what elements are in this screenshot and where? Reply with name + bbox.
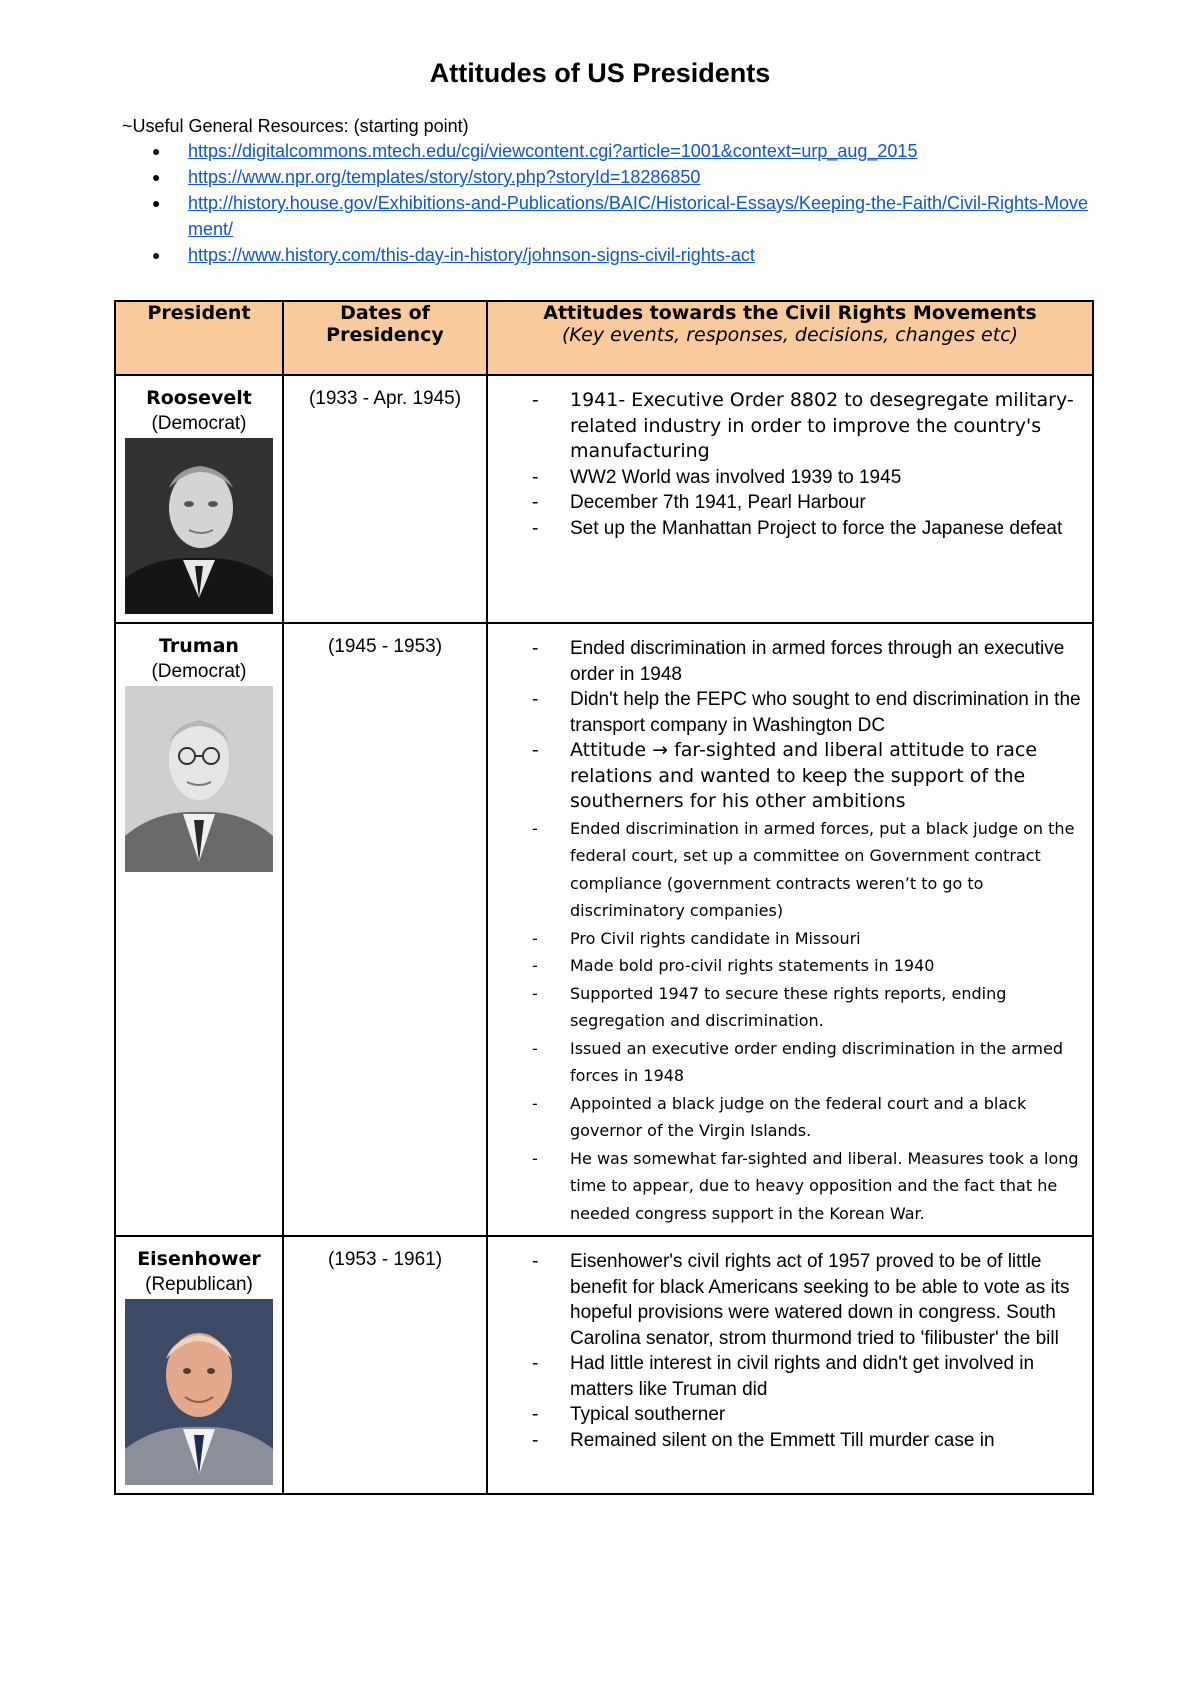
bullet-icon: ●	[152, 169, 161, 185]
list-item: - Made bold pro-civil rights statements in 1940	[488, 952, 1082, 980]
president-portrait-eisenhower	[125, 1299, 273, 1485]
list-item: - Remained silent on the Emmett Till murder case in	[488, 1428, 1082, 1454]
resource-link[interactable]: https://www.history.com/this-day-in-history/johnson-signs-civil-rights-act	[188, 245, 755, 265]
president-name: Roosevelt	[146, 387, 252, 409]
attitudes-list	[488, 1249, 1082, 1453]
resource-item	[122, 164, 1102, 190]
attitudes-list	[488, 636, 1082, 1227]
president-cell	[115, 1236, 283, 1494]
president-portrait-roosevelt	[125, 438, 273, 614]
president-party: (Democrat)	[151, 413, 247, 434]
resources-list	[122, 138, 1102, 268]
attitudes-cell	[487, 1236, 1093, 1494]
list-item: - December 7th 1941, Pearl Harbour	[488, 490, 1082, 516]
list-item: - Eisenhower's civil rights act of 1957 proved to be of little benefit for black Americans seeking to be able to vote as its hopeful provisions were watered down in congress. South Carolina senator, strom thurmond tried to 'filibuster' the bill	[488, 1249, 1082, 1351]
list-item: - 1941- Executive Order 8802 to desegregate military-related industry in order to improve the country's manufacturing	[488, 388, 1082, 465]
list-item: - WW2 World was involved 1939 to 1945	[488, 465, 1082, 491]
attitudes-cell	[487, 623, 1093, 1236]
list-item: - Pro Civil rights candidate in Missouri	[488, 925, 1082, 953]
presidents-table	[114, 300, 1094, 1495]
bullet-icon: ●	[152, 247, 161, 263]
president-name: Truman	[159, 635, 239, 657]
president-name: Eisenhower	[137, 1248, 261, 1270]
dates-cell: (1953 - 1961)	[283, 1236, 487, 1494]
dates-cell: (1933 - Apr. 1945)	[283, 375, 487, 623]
resources-heading: ~Useful General Resources: (starting point)	[122, 116, 469, 136]
resource-item	[122, 190, 1102, 242]
list-item: - Ended discrimination in armed forces through an executive order in 1948	[488, 636, 1082, 687]
header-president: President	[115, 301, 283, 375]
president-portrait-truman	[125, 686, 273, 872]
list-item: - Set up the Manhattan Project to force the Japanese defeat	[488, 516, 1082, 542]
list-item: - Typical southerner	[488, 1402, 1082, 1428]
list-item: - He was somewhat far-sighted and liberal. Measures took a long time to appear, due to heavy opposition and the fact that he needed congress support in the Korean War.	[488, 1145, 1082, 1228]
resource-item	[122, 138, 1102, 164]
bullet-icon: ●	[152, 195, 161, 211]
page-title: Attitudes of US Presidents	[429, 58, 771, 88]
attitudes-list	[488, 388, 1082, 541]
header-attitudes-subtitle: (Key events, responses, decisions, changes etc)	[561, 324, 1019, 346]
list-item: - Supported 1947 to secure these rights reports, ending segregation and discrimination.	[488, 980, 1082, 1035]
president-party: (Republican)	[145, 1274, 253, 1295]
table-header-row	[115, 301, 1093, 375]
list-item: - Didn't help the FEPC who sought to end discrimination in the transport company in Washington DC	[488, 687, 1082, 738]
resources-section	[122, 114, 1102, 268]
resource-link[interactable]: https://www.npr.org/templates/story/story.php?storyId=18286850	[188, 167, 701, 187]
attitudes-cell	[487, 375, 1093, 623]
table-row	[115, 1236, 1093, 1494]
resource-link[interactable]: https://digitalcommons.mtech.edu/cgi/viewcontent.cgi?article=1001&context=urp_aug_2015	[188, 141, 918, 161]
list-item: - Issued an executive order ending discrimination in the armed forces in 1948	[488, 1035, 1082, 1090]
table-row	[115, 375, 1093, 623]
resource-link[interactable]: http://history.house.gov/Exhibitions-and-Publications/BAIC/Historical-Essays/Keeping-the-Faith/Civil-Rights-Movement/	[188, 193, 1089, 239]
header-attitudes	[487, 301, 1093, 375]
list-item: - Appointed a black judge on the federal court and a black governor of the Virgin Islands.	[488, 1090, 1082, 1145]
president-cell	[115, 375, 283, 623]
list-item: - Had little interest in civil rights and didn't get involved in matters like Truman did	[488, 1351, 1082, 1402]
list-item: - Ended discrimination in armed forces, put a black judge on the federal court, set up a committee on Government contract compliance (government contracts weren’t to go to discriminatory companies)	[488, 815, 1082, 925]
header-dates-label: Dates of Presidency	[326, 302, 444, 346]
list-item: - Attitude → far-sighted and liberal attitude to race relations and wanted to keep the support of the southerners for his other ambitions	[488, 738, 1082, 815]
table-row	[115, 623, 1093, 1236]
bullet-icon: ●	[152, 143, 161, 159]
dates-cell: (1945 - 1953)	[283, 623, 487, 1236]
president-party: (Democrat)	[151, 661, 247, 682]
resource-item	[122, 242, 1102, 268]
header-dates	[283, 301, 487, 375]
header-attitudes-label: Attitudes towards the Civil Rights Movements	[543, 302, 1037, 324]
president-cell	[115, 623, 283, 1236]
